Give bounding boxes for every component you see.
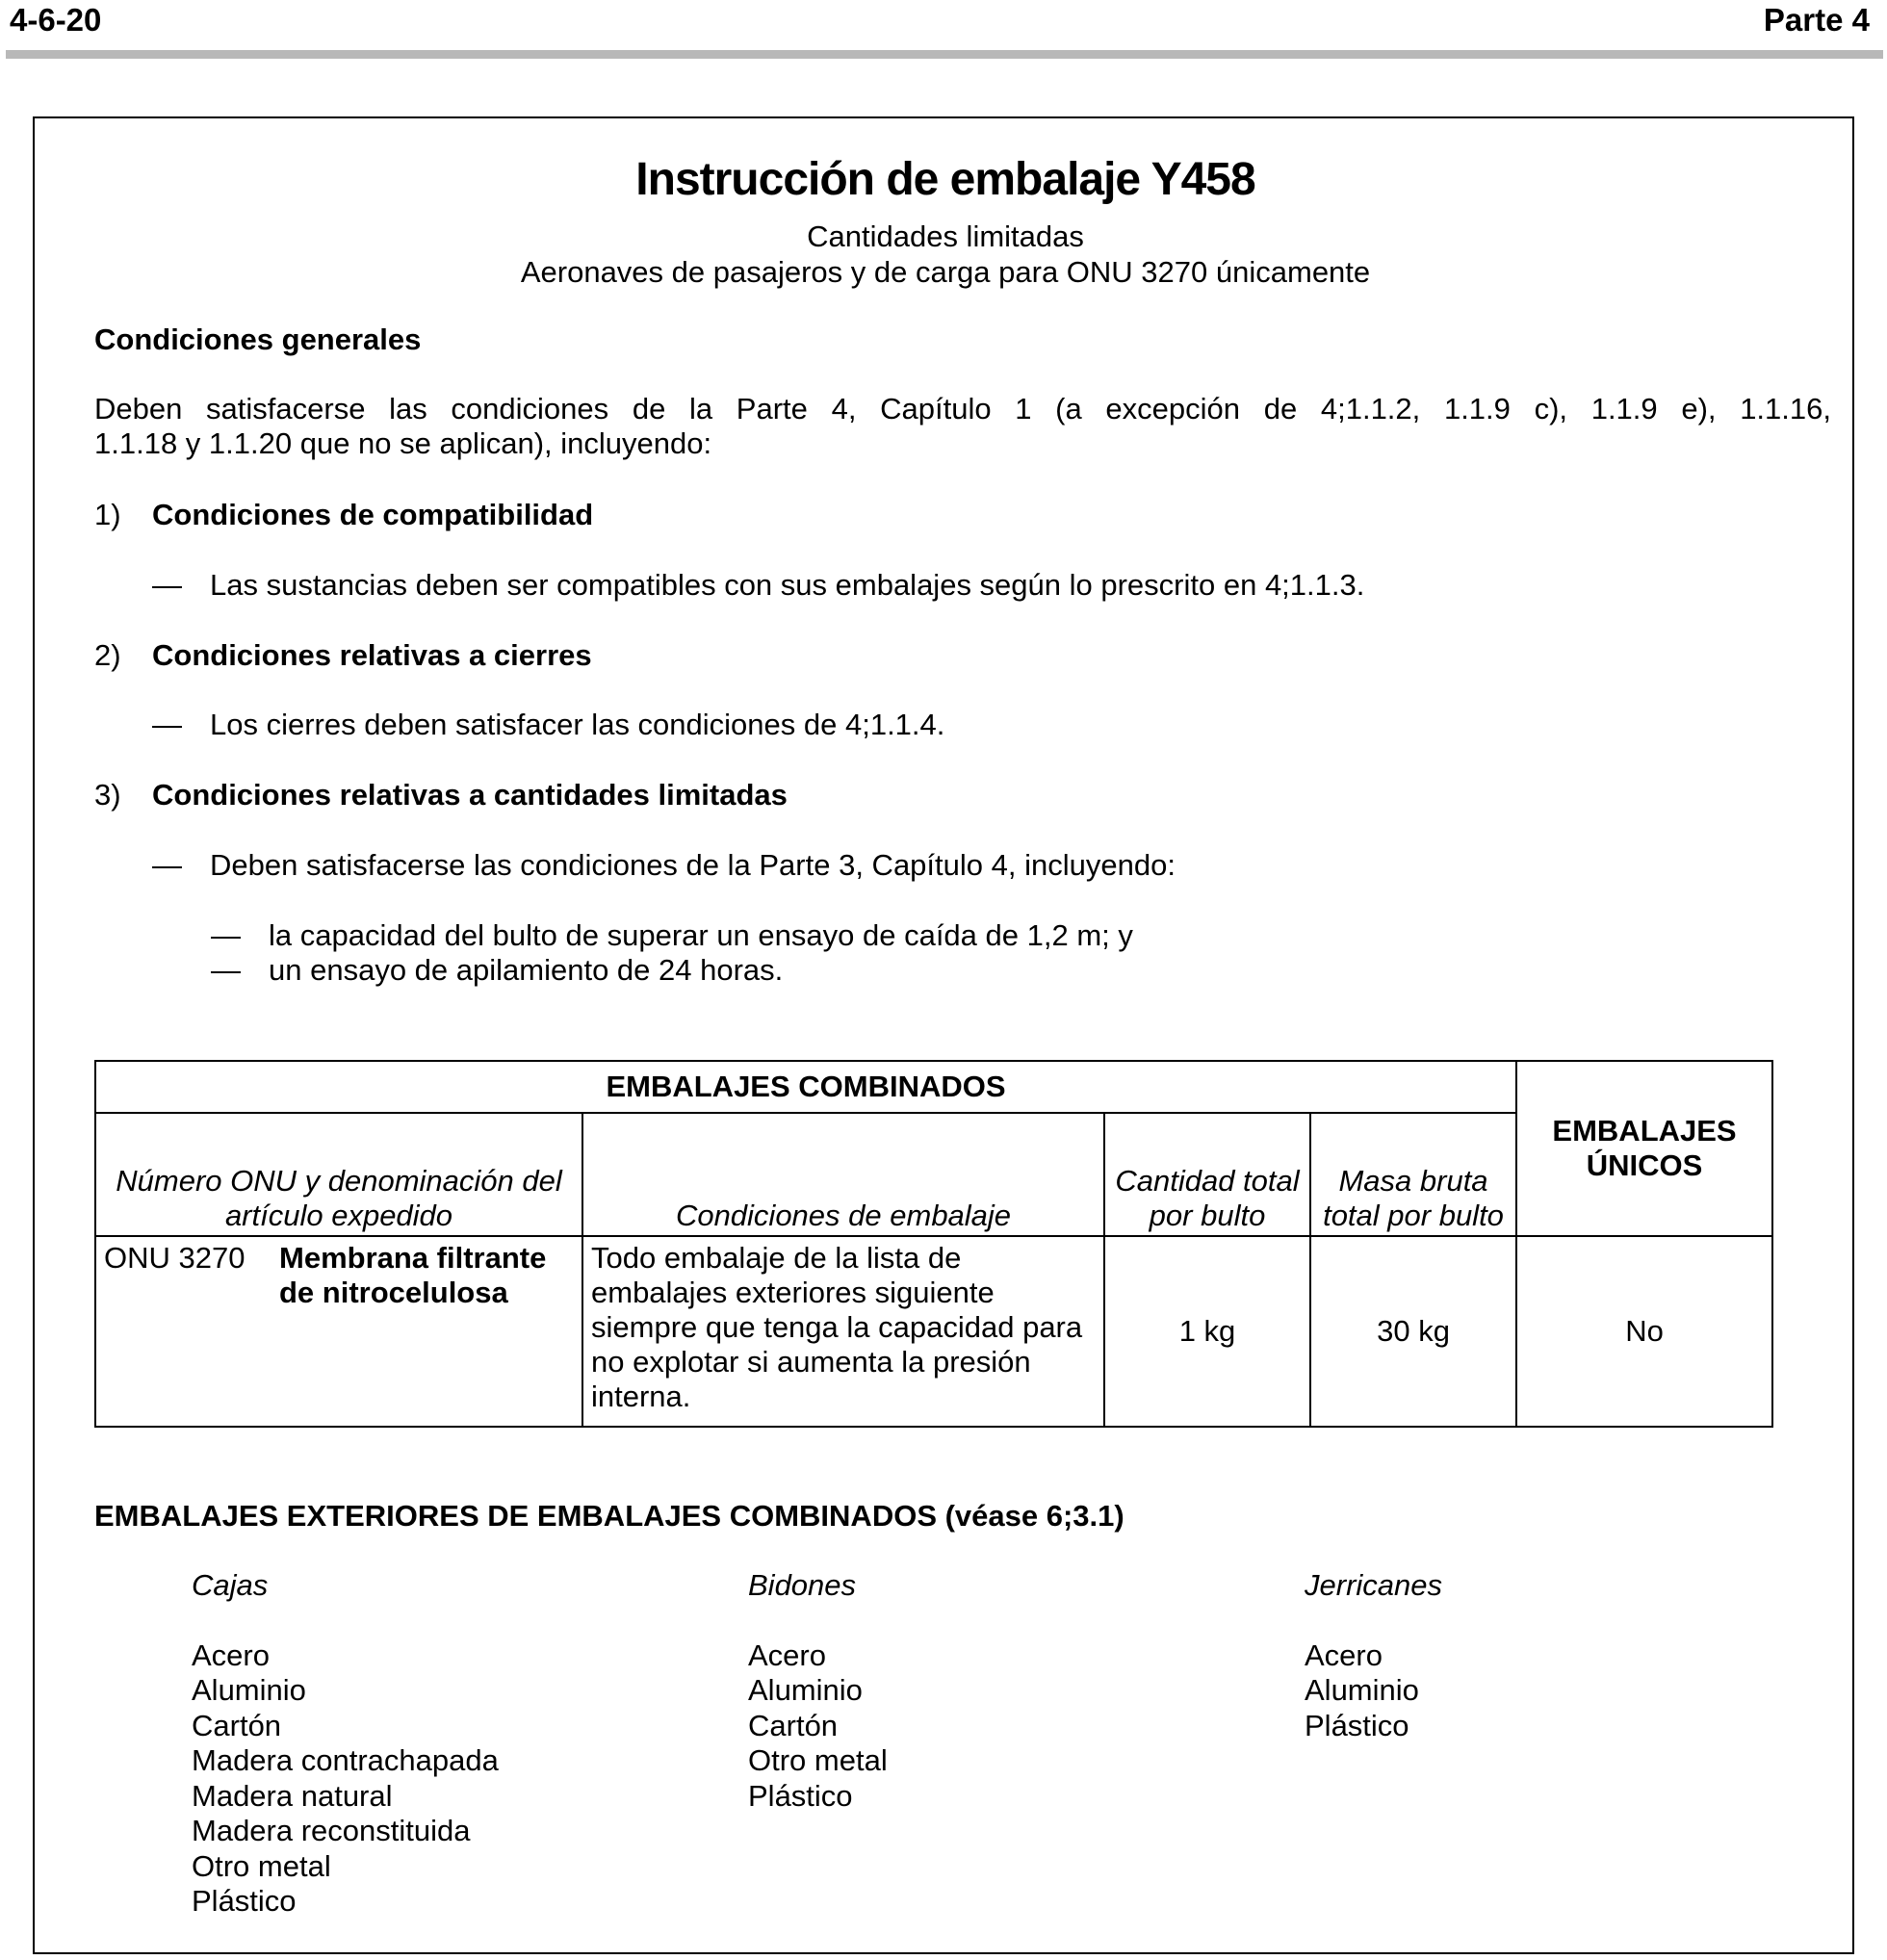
- list-item: Aluminio: [748, 1673, 863, 1707]
- section-1-item: — Las sustancias deben ser compatibles con sus embalajes según lo prescrito en 4;1.1.3.: [152, 568, 1365, 602]
- column-title: Jerricanes: [1305, 1568, 1442, 1602]
- table-cell-quantity: 1 kg: [1104, 1236, 1310, 1427]
- dash: —: [211, 953, 241, 987]
- instruction-frame: [33, 116, 1854, 1954]
- section-3-number: 3): [94, 778, 121, 812]
- page-title: Instrucción de embalaje Y458: [635, 154, 1255, 205]
- dash: —: [152, 848, 182, 882]
- combined-packagings-header: EMBALAJES COMBINADOS: [95, 1061, 1516, 1113]
- outer-column-jerricans: [1305, 1568, 1442, 1743]
- list-item: Otro metal: [192, 1848, 331, 1883]
- section-3-subitem-2: — un ensayo de apilamiento de 24 horas.: [211, 953, 784, 987]
- column-title: Bidones: [748, 1568, 857, 1602]
- section-3-subitem-1: — la capacidad del bulto de superar un ensayo de caída de 1,2 m; y: [211, 918, 1133, 952]
- section-2-number: 2): [94, 638, 121, 672]
- list-item: Acero: [192, 1638, 270, 1672]
- column-title: Cajas: [192, 1568, 269, 1602]
- table-cell-conditions: Todo embalaje de la lista de embalajes exteriores siguiente siempre que tenga la capacidad para no explotar si aumenta la presión interna.: [582, 1236, 1104, 1427]
- general-text-line2: 1.1.18 y 1.1.20 que no se aplican), incluyendo:: [94, 426, 712, 460]
- section-3-item: — Deben satisfacerse las condiciones de la Parte 3, Capítulo 4, incluyendo:: [152, 848, 1176, 882]
- section-2-item: — Los cierres deben satisfacer las condiciones de 4;1.1.4.: [152, 708, 945, 741]
- dash: —: [152, 708, 182, 741]
- outer-column-boxes: [192, 1568, 499, 1920]
- page-header: [0, 0, 1887, 62]
- dash: —: [152, 568, 182, 602]
- table-cell-single: No: [1516, 1236, 1772, 1427]
- list-item: Madera reconstituida: [192, 1814, 471, 1847]
- col-quantity-header: Cantidad total por bulto: [1104, 1113, 1310, 1236]
- list-item: Cartón: [748, 1708, 839, 1742]
- col-conditions-header: Condiciones de embalaje: [582, 1113, 1104, 1236]
- list-item: Cartón: [192, 1708, 282, 1742]
- list-item: Acero: [748, 1638, 826, 1672]
- section-1-heading: Condiciones de compatibilidad: [152, 498, 594, 531]
- col-un-header: Número ONU y denominación del artículo expedido: [95, 1113, 582, 1236]
- un-number: ONU 3270: [104, 1241, 246, 1275]
- subtitle-aircraft: Aeronaves de pasajeros y de carga para ONU 3270 únicamente: [520, 255, 1371, 289]
- section-3-heading: Condiciones relativas a cantidades limitadas: [152, 778, 788, 812]
- list-item: Madera contrachapada: [192, 1743, 499, 1777]
- general-text-line1: Deben satisfacerse las condiciones de la Parte 4, Capítulo 1 (a excepción de 4;1.1.2, 1.1.9 c), 1.1.9 e), 1.1.16,: [94, 392, 1831, 426]
- section-1-number: 1): [94, 498, 121, 531]
- list-item: Plástico: [1305, 1708, 1409, 1742]
- list-item: Aluminio: [192, 1673, 306, 1707]
- list-item: Madera natural: [192, 1778, 393, 1813]
- outer-column-drums: [748, 1568, 888, 1814]
- header-rule: [6, 50, 1883, 59]
- list-item: Plástico: [192, 1884, 297, 1918]
- part-label: Parte 4: [1763, 2, 1870, 38]
- list-item: Plástico: [748, 1778, 853, 1813]
- single-packagings-header: EMBALAJES ÚNICOS: [1516, 1061, 1772, 1236]
- general-heading: Condiciones generales: [94, 322, 422, 356]
- article-name: Membrana filtrante de nitrocelulosa: [279, 1241, 547, 1309]
- table-cell-mass: 30 kg: [1310, 1236, 1516, 1427]
- section-2-heading: Condiciones relativas a cierres: [152, 638, 592, 672]
- col-mass-header: Masa bruta total por bulto: [1310, 1113, 1516, 1236]
- list-item: Acero: [1305, 1638, 1383, 1672]
- packing-table: [94, 1060, 1773, 1428]
- page-number: 4-6-20: [10, 2, 102, 38]
- outer-packagings-heading: EMBALAJES EXTERIORES DE EMBALAJES COMBINADOS (véase 6;3.1): [94, 1499, 1124, 1533]
- dash: —: [211, 918, 241, 952]
- list-item: Otro metal: [748, 1743, 888, 1777]
- list-item: Aluminio: [1305, 1673, 1419, 1707]
- table-cell-un: [95, 1236, 582, 1427]
- subtitle-limited: Cantidades limitadas: [807, 219, 1084, 253]
